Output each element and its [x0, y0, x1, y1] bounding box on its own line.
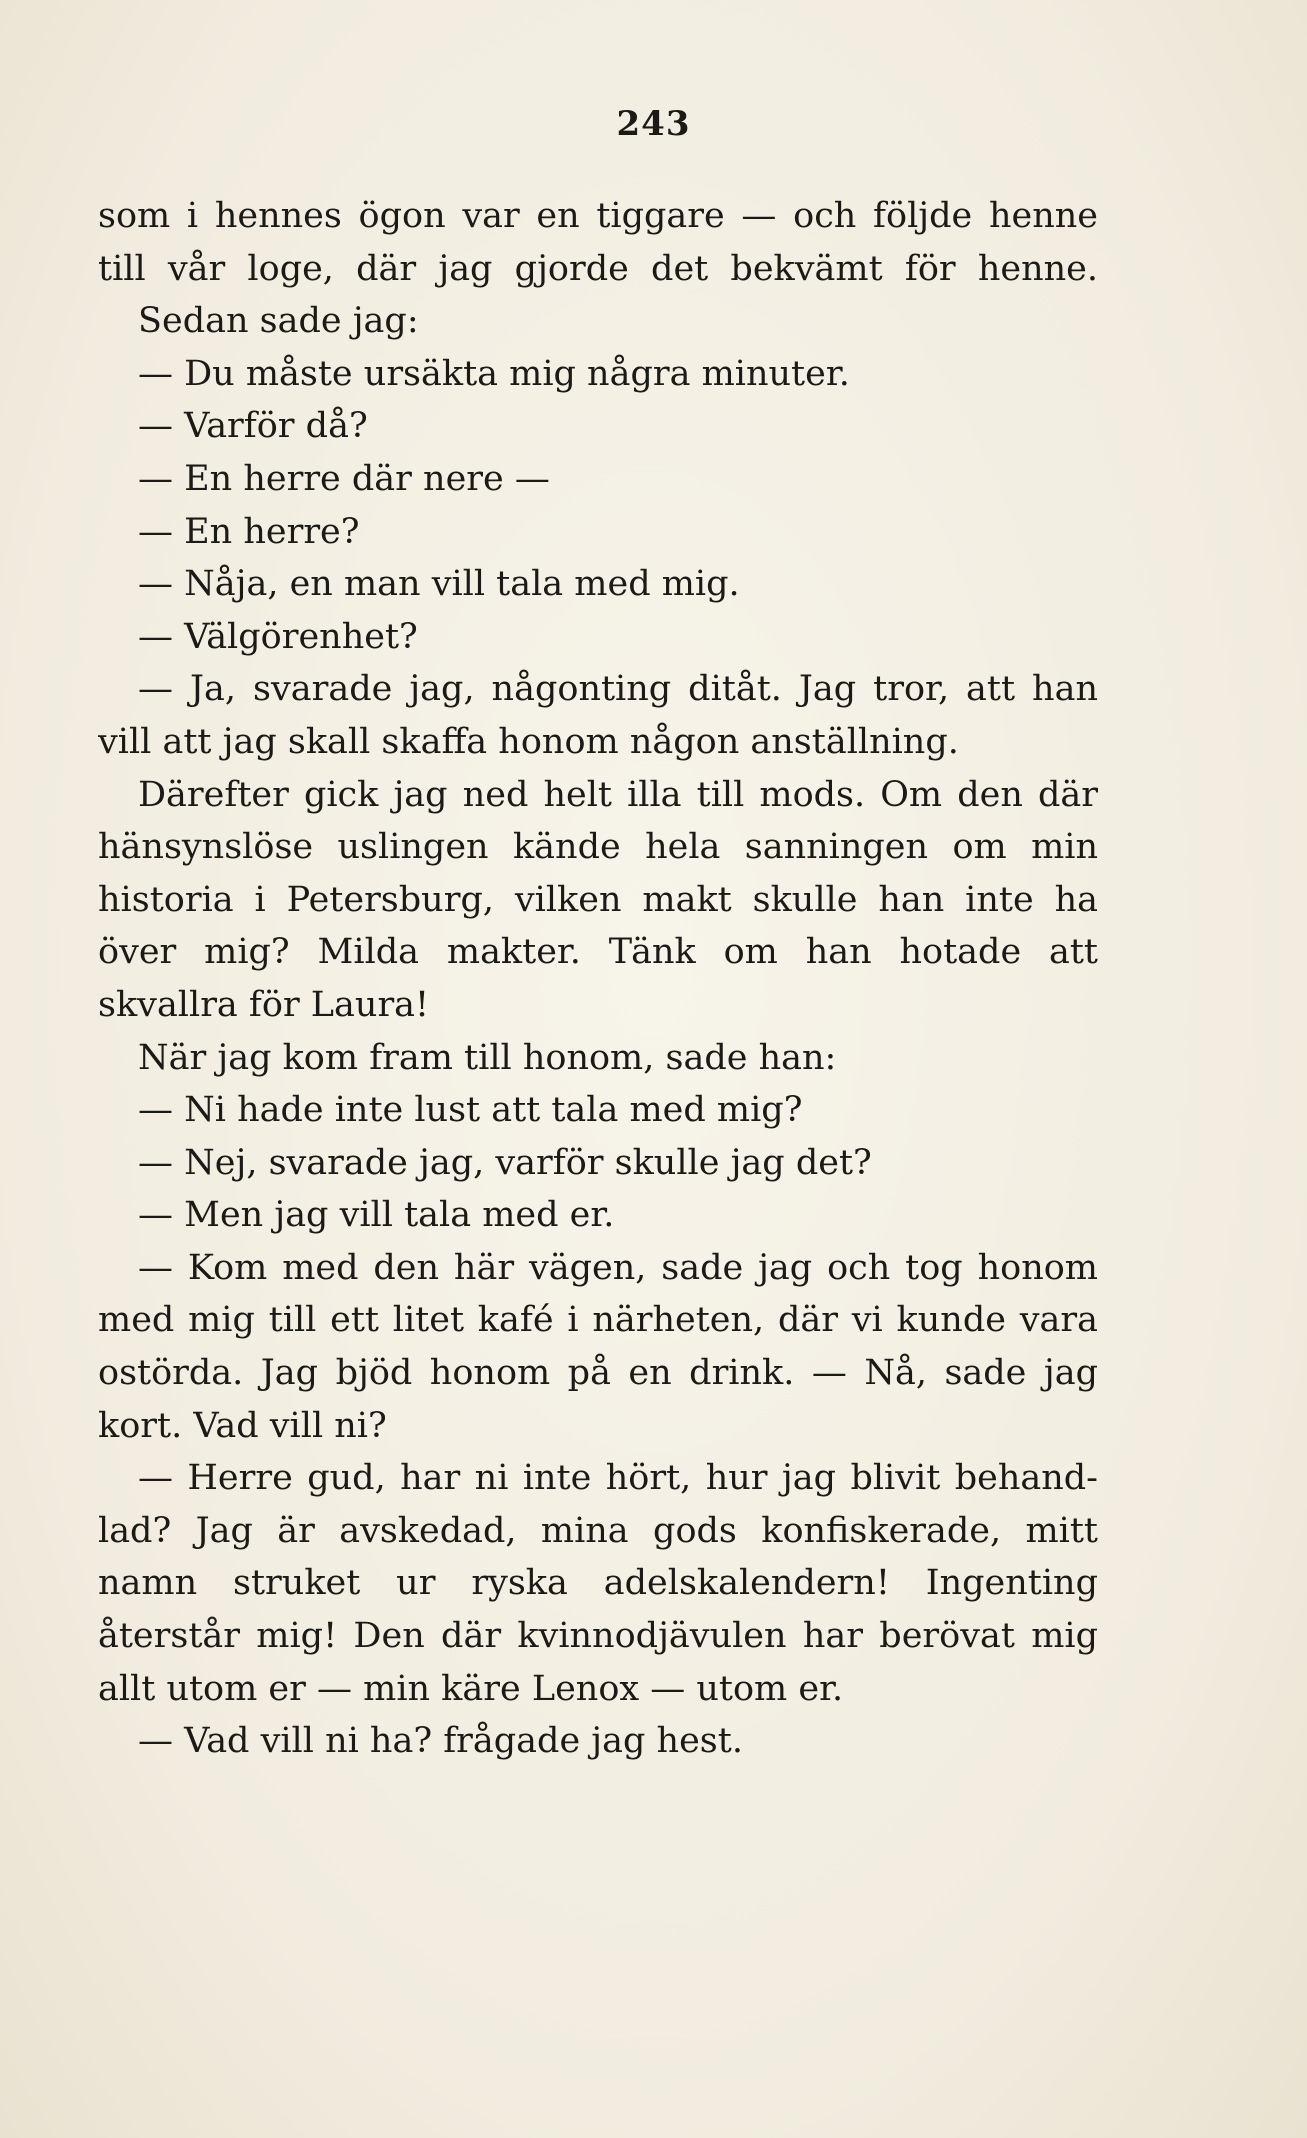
text-line: ostörda. Jag bjöd honom på en drink. — Nå, sade jag — [98, 1353, 1098, 1394]
text-line: När jag kom fram till honom, sade han: — [138, 1037, 837, 1078]
text-line: — Du måste ursäkta mig några minuter. — [138, 353, 850, 394]
text-line: kort. Vad vill ni? — [98, 1405, 387, 1446]
text-line: historia i Petersburg, vilken makt skulle han inte ha — [98, 879, 1098, 920]
text-line: — Men jag vill tala med er. — [138, 1195, 615, 1236]
text-line: — En herre där nere — — [138, 458, 550, 499]
text-line: återstår mig! Den där kvinnodjävulen har berövat mig — [98, 1616, 1098, 1657]
text-line: med mig till ett litet kafé i närheten, där vi kunde vara — [98, 1300, 1098, 1341]
text-line: — Nej, svarade jag, varför skulle jag det? — [138, 1142, 872, 1183]
text-line: — Varför då? — [138, 406, 368, 447]
page-number: 243 — [616, 104, 691, 144]
text-line: — Välgörenhet? — [138, 616, 418, 657]
text-line: hänsynslöse uslingen kände hela sanningen om min — [98, 827, 1098, 868]
text-line: — Kom med den här vägen, sade jag och tog honom — [138, 1247, 1098, 1288]
text-line: lad? Jag är avskedad, mina gods konfiskerade, mitt — [98, 1510, 1098, 1551]
text-line: — Herre gud, har ni inte hört, hur jag blivit behand- — [138, 1458, 1098, 1499]
text-line: namn struket ur ryska adelskalendern! Ingenting — [98, 1563, 1098, 1604]
text-line: — En herre? — [138, 511, 360, 552]
text-line: allt utom er — min käre Lenox — utom er. — [98, 1668, 844, 1709]
text-line: — Ni hade inte lust att tala med mig? — [138, 1090, 803, 1131]
text-line: — Vad vill ni ha? frågade jag hest. — [138, 1721, 743, 1762]
text-line: skvallra för Laura! — [98, 984, 430, 1025]
text-line: till vår loge, där jag gjorde det bekvämt för henne. — [98, 248, 1098, 289]
text-line: — Nåja, en man vill tala med mig. — [138, 564, 740, 605]
text-line: Därefter gick jag ned helt illa till mods. Om den där — [138, 774, 1098, 815]
text-line: som i hennes ögon var en tiggare — och följde henne — [98, 196, 1098, 236]
text-line: vill att jag skall skaffa honom någon anställning. — [98, 721, 959, 762]
text-line: — Ja, svarade jag, någonting ditåt. Jag tror, att han — [138, 669, 1098, 710]
text-line: Sedan sade jag: — [138, 301, 419, 342]
body-text — [98, 190, 1098, 1768]
text-line: över mig? Milda makter. Tänk om han hotade att — [98, 932, 1098, 973]
